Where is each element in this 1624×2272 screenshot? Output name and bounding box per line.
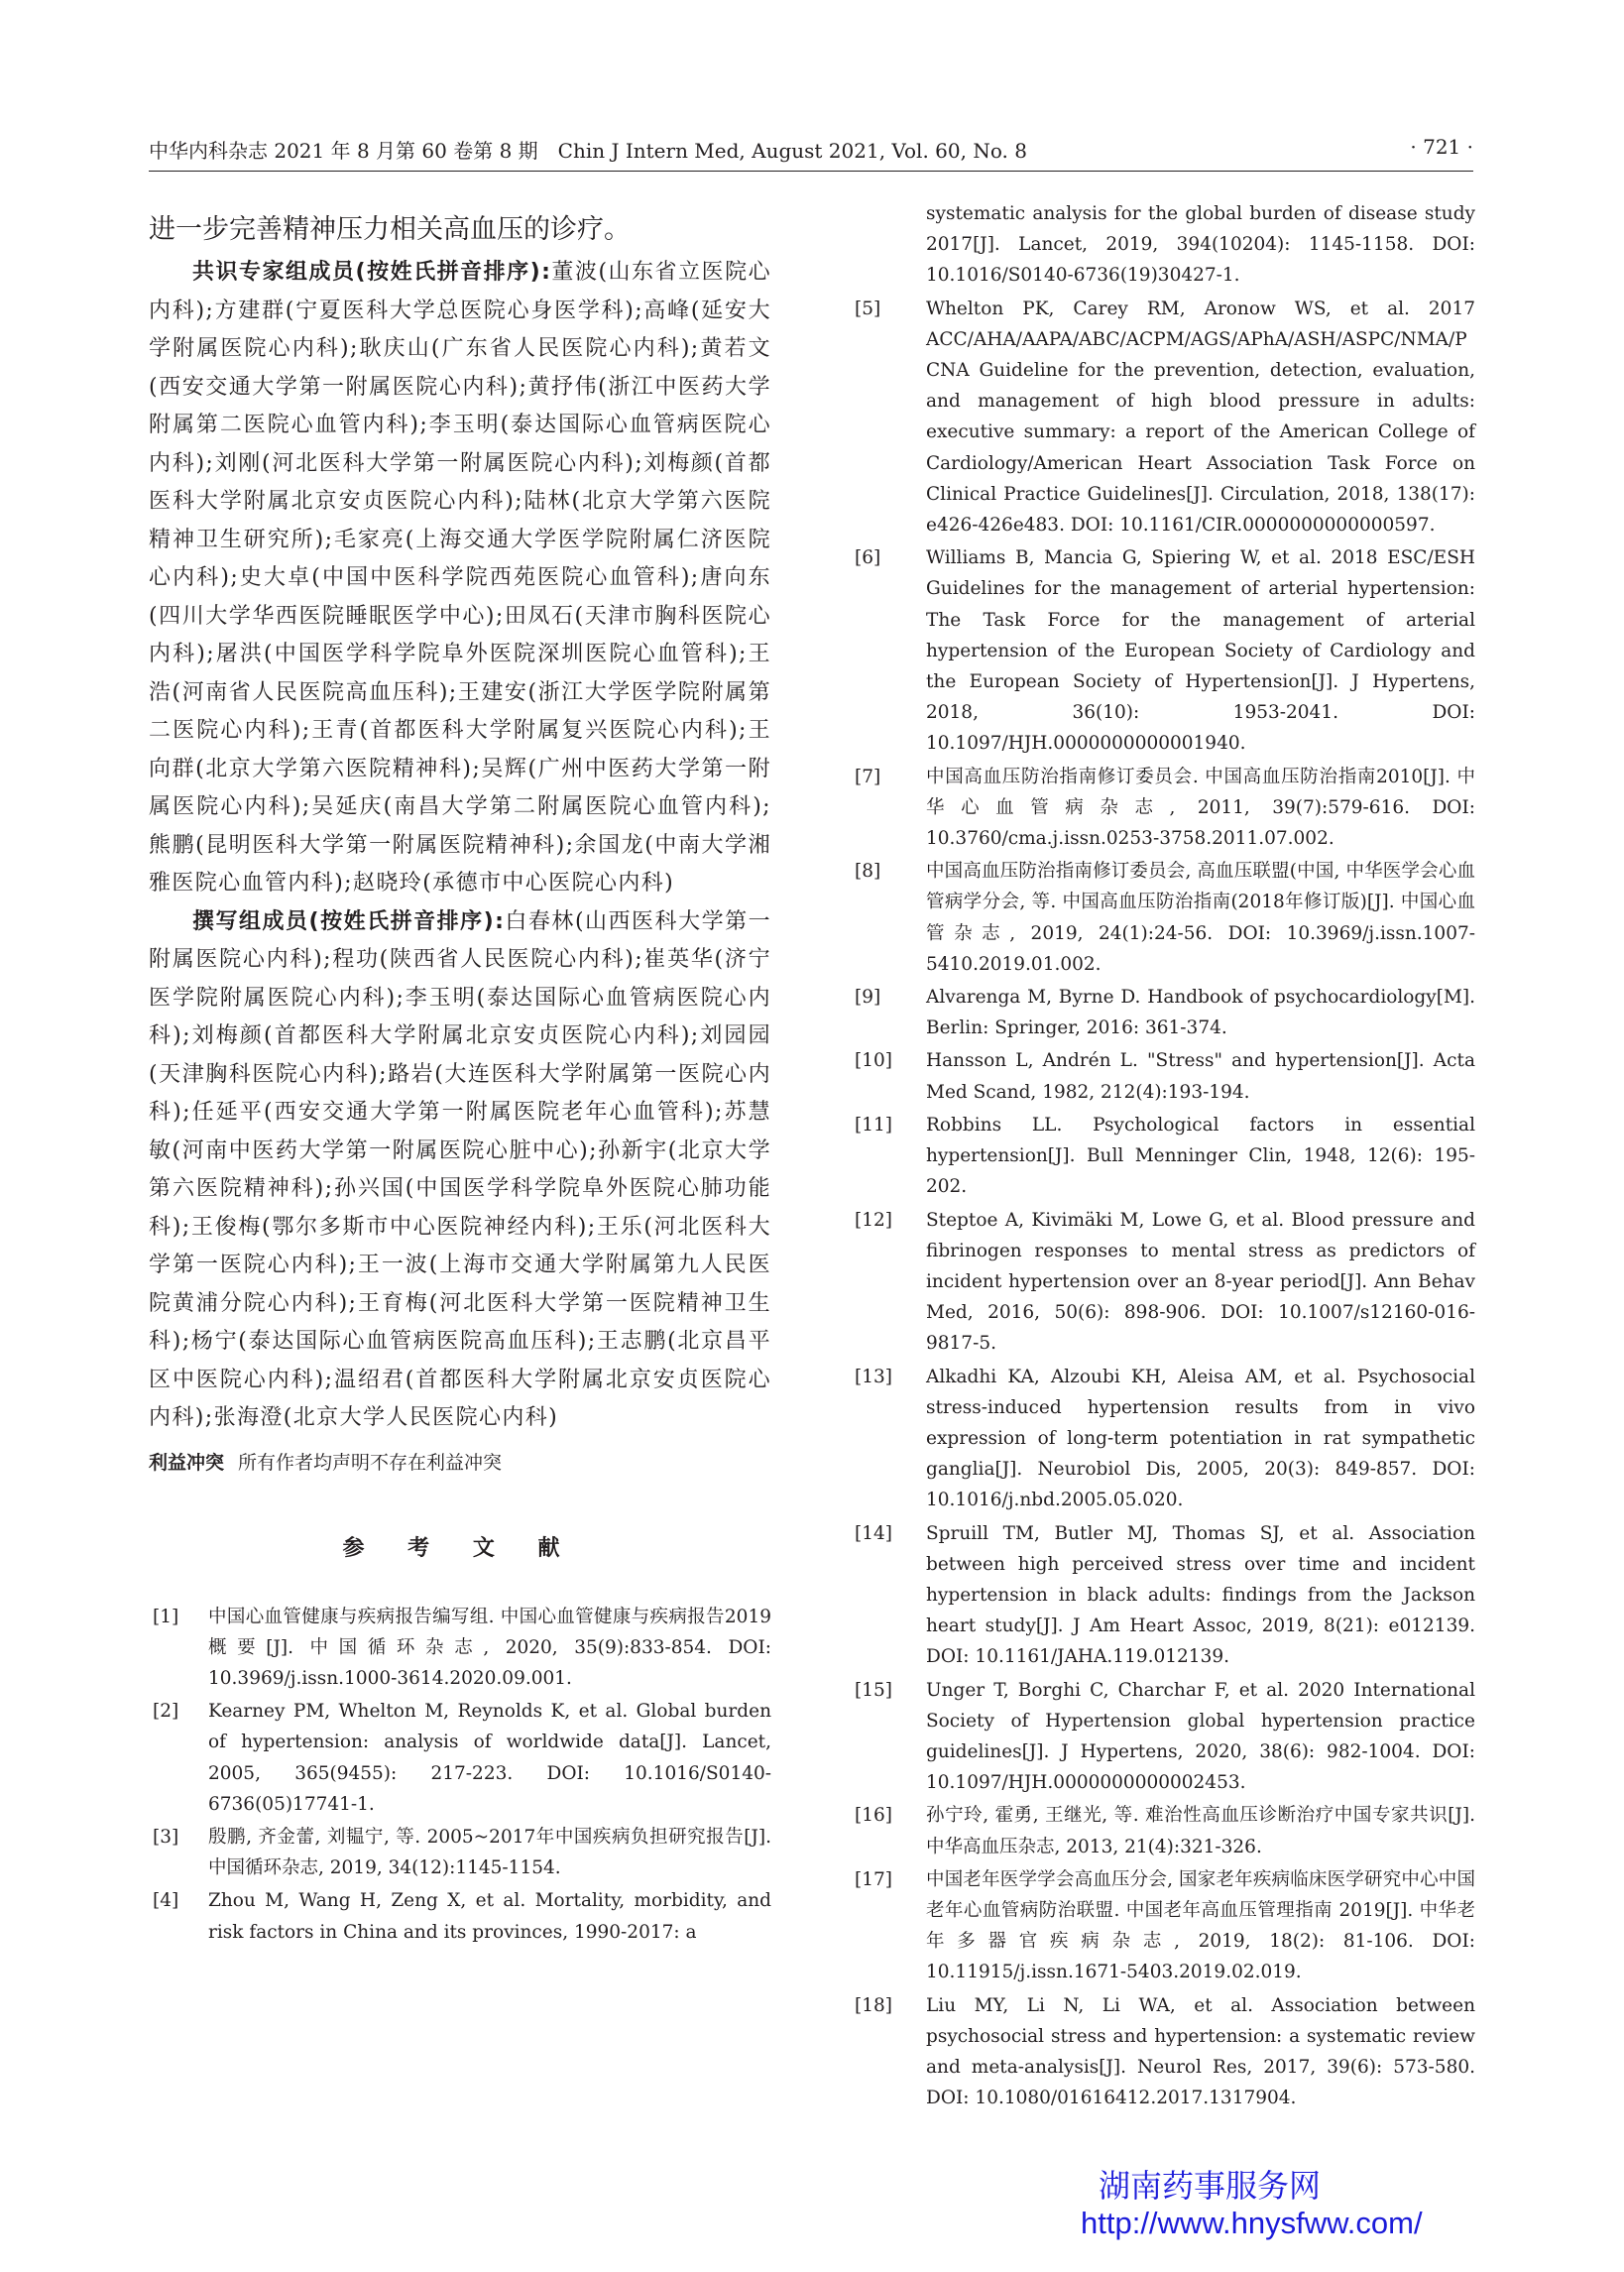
reference-number: [2] [153, 1701, 179, 1723]
reference-number: [8] [855, 861, 881, 883]
right-column [855, 198, 1475, 2115]
reference-list-right [855, 198, 1475, 2113]
reference-number: [15] [855, 1679, 892, 1701]
left-column [149, 198, 771, 1950]
reference-text: 殷鹏, 齐金蕾, 刘韫宁, 等. 2005~2017年中国疾病负担研究报告[J]. 中国循环杂志, 2019, 34(12):1145-1154. [208, 1826, 771, 1879]
reference-item [855, 1205, 1475, 1360]
reference-item [855, 856, 1475, 980]
conflict-of-interest [149, 1446, 771, 1480]
writing-label: 撰写组成员(按姓氏拼音排序): [192, 908, 506, 934]
reference-text: 中国高血压防治指南修订委员会. 中国高血压防治指南2010[J]. 中华心血管病杂志, 2011, 39(7):579-616. DOI: 10.3760/cma.j.issn.0253-3758.2011.07.002. [926, 766, 1475, 850]
reference-item [855, 1045, 1475, 1107]
reference-number: [4] [153, 1890, 179, 1912]
journal-citation: 中华内科杂志 2021 年 8 月第 60 卷第 8 期 Chin J Intern Med, August 2021, Vol. 60, No. 8 [149, 139, 1027, 163]
reference-item [855, 198, 1475, 292]
coi-label: 利益冲突 [149, 1451, 225, 1474]
header-rule [149, 171, 1473, 172]
writing-members: 白春林(山西医科大学第一附属医院心内科);程功(陕西省人民医院心内科);崔英华(济宁医学院附属医院心内科);李玉明(泰达国际心血管病医院心内科);刘梅颜(首都医科大学附属北京安贞医院心内科);刘园园(天津胸科医院心内科);路岩(大连医科大学附属第一医院心内科);任延平(西安交通大学第一附属医院老年心血管科);苏慧敏(河南中医药大学第一附属医院心脏中心);孙新宇(北京大学第六医院精神科);孙兴国(中国医学科学院阜外医院心肺功能科);王俊梅(鄂尔多斯市中心医院神经内科);王乐(河北医科大学第一医院心内科);王一波(上海市交通大学附属第九人民医院黄浦分院心内科);王育梅(河北医科大学第一医院精神卫生科);杨宁(泰达国际心血管病医院高血压科);王志鹏(北京昌平区中医院心内科);温绍君(首都医科大学附属北京安贞医院心内科);张海澄(北京大学人民医院心内科) [149, 908, 771, 1430]
reference-item [855, 1110, 1475, 1203]
reference-item [149, 1822, 771, 1883]
consensus-members: 董波(山东省立医院心内科);方建群(宁夏医科大学总医院心身医学科);高峰(延安大学附属医院心内科);耿庆山(广东省人民医院心内科);黄若文(西安交通大学第一附属医院心内科);黄抒伟(浙江中医药大学附属第二医院心血管内科);李玉明(泰达国际心血管病医院心内科);刘刚(河北医科大学第一附属医院心内科);刘梅颜(首都医科大学附属北京安贞医院心内科);陆林(北京大学第六医院精神卫生研究所);毛家亮(上海交通大学医学院附属仁济医院心内科);史大卓(中国中医科学院西苑医院心血管科);唐向东(四川大学华西医院睡眠医学中心);田凤石(天津市胸科医院心内科);屠洪(中国医学科学院阜外医院深圳医院心血管科);王浩(河南省人民医院高血压科);王建安(浙江大学医学院附属第二医院心内科);王青(首都医科大学附属复兴医院心内科);王向群(北京大学第六医院精神科);吴辉(广州中医药大学第一附属医院心内科);吴延庆(南昌大学第二附属医院心血管内科);熊鹏(昆明医科大学第一附属医院精神科);余国龙(中南大学湘雅医院心血管内科);赵晓玲(承德市中心医院心内科) [149, 260, 771, 896]
reference-text: Whelton PK, Carey RM, Aronow WS, et al. 2017 ACC/AHA/AAPA/ABC/ACPM/AGS/APhA/ASH/ASPC/NMA/PCNA Guideline for the prevention, detection, evaluation, and management of high blood pressure in adults: executive summary: a report of the American College of Cardiology/American Heart Association Task Force on Clinical Practice Guidelines[J]. Circulation, 2018, 138(17): e426-426e483. DOI: 10.1161/CIR.0000000000000597. [926, 298, 1475, 537]
watermark-site-name: 湖南药事服务网 [1099, 2168, 1322, 2204]
running-header [149, 135, 1473, 169]
reference-number: [11] [855, 1114, 892, 1136]
coi-text: 所有作者均声明不存在利益冲突 [238, 1451, 503, 1474]
reference-item [855, 294, 1475, 541]
reference-item [149, 1696, 771, 1820]
reference-text: Alvarenga M, Byrne D. Handbook of psychocardiology[M]. Berlin: Springer, 2016: 361-374. [926, 987, 1475, 1039]
reference-item [855, 1800, 1475, 1861]
reference-text: Hansson L, Andrén L. "Stress" and hypertension[J]. Acta Med Scand, 1982, 212(4):193-194. [926, 1050, 1475, 1103]
consensus-label: 共识专家组成员(按姓氏拼音排序): [192, 260, 552, 285]
reference-text: Unger T, Borghi C, Charchar F, et al. 2020 International Society of Hypertension global hypertension practice guidelines[J]. J Hypertens, 2020, 38(6): 982-1004. DOI: 10.1097/HJH.0000000000002453. [926, 1679, 1475, 1794]
reference-number: [14] [855, 1522, 892, 1544]
reference-list-left [149, 1602, 771, 1948]
reference-text: Williams B, Mancia G, Spiering W, et al. 2018 ESC/ESH Guidelines for the management of arterial hypertension: The Task Force for the management of arterial hypertension of the European Society of Cardiology and the European Society of Hypertension[J]. J Hypertens, 2018, 36(10): 1953-2041. DOI: 10.1097/HJH.0000000000001940. [926, 547, 1475, 755]
reference-text: Robbins LL. Psychological factors in essential hypertension[J]. Bull Menninger Clin, 1948, 12(6): 195-202. [926, 1114, 1475, 1198]
reference-text: Kearney PM, Whelton M, Reynolds K, et al. Global burden of hypertension: analysis of worldwide data[J]. Lancet, 2005, 365(9455): 217-223. DOI: 10.1016/S0140-6736(05)17741-1. [208, 1701, 771, 1815]
watermark [1081, 2167, 1477, 2242]
reference-number: [5] [855, 298, 881, 319]
reference-item [855, 1864, 1475, 1988]
reference-text: 中国高血压防治指南修订委员会, 高血压联盟(中国, 中华医学会心血管病学分会, 等. 中国高血压防治指南(2018年修订版)[J]. 中国心血管杂志, 2019, 24(1):24-56. DOI: 10.3969/j.issn.1007-5410.2019.01.002. [926, 861, 1475, 975]
reference-number: [1] [153, 1606, 179, 1627]
reference-number: [17] [855, 1868, 892, 1890]
watermark-url[interactable]: http://www.hnysfww.com/ [1081, 2206, 1423, 2240]
reference-number: [3] [153, 1826, 179, 1848]
reference-text: 中国心血管健康与疾病报告编写组. 中国心血管健康与疾病报告2019概要[J]. 中国循环杂志, 2020, 35(9):833-854. DOI: 10.3969/j.issn.1000-3614.2020.09.001. [208, 1606, 771, 1689]
reference-item [149, 1885, 771, 1947]
reference-text: 中国老年医学学会高血压分会, 国家老年疾病临床医学研究中心中国老年心血管病防治联盟. 中国老年高血压管理指南 2019[J]. 中华老年多器官疾病杂志, 2019, 18(2): 81-106. DOI: 10.11915/j.issn.1671-5403.2019.02.019. [926, 1868, 1475, 1983]
reference-text: Zhou M, Wang H, Zeng X, et al. Mortality, morbidity, and risk factors in China and its provinces, 1990-2017: a [208, 1890, 771, 1943]
reference-number: [9] [855, 987, 881, 1009]
reference-item [855, 1518, 1475, 1673]
reference-number: [16] [855, 1805, 892, 1827]
reference-number: [10] [855, 1050, 892, 1072]
continuation-line: 进一步完善精神压力相关高血压的诊疗。 [149, 214, 631, 245]
reference-text: 孙宁玲, 霍勇, 王继光, 等. 难治性高血压诊断治疗中国专家共识[J]. 中华高血压杂志, 2013, 21(4):321-326. [926, 1805, 1475, 1857]
reference-text: Liu MY, Li N, Li WA, et al. Association between psychosocial stress and hypertension: a systematic review and meta-analysis[J]. Neurol Res, 2017, 39(6): 573-580. DOI: 10.1080/01616412.2017.1317904. [926, 1994, 1475, 2109]
reference-number: [7] [855, 766, 881, 787]
consensus-members-paragraph [149, 254, 771, 903]
reference-number: [6] [855, 547, 881, 569]
reference-item [855, 1675, 1475, 1799]
reference-number: [18] [855, 1994, 892, 2016]
reference-text: systematic analysis for the global burden of disease study 2017[J]. Lancet, 2019, 394(10204): 1145-1158. DOI: 10.1016/S0140-6736(19)30427-1. [926, 203, 1475, 287]
page-number: · 721 · [1410, 135, 1473, 159]
reference-item [855, 982, 1475, 1043]
reference-item [855, 762, 1475, 855]
reference-number: [13] [855, 1366, 892, 1387]
reference-number: [12] [855, 1209, 892, 1231]
reference-item [855, 1990, 1475, 2114]
reference-text: Steptoe A, Kivimäki M, Lowe G, et al. Blood pressure and fibrinogen responses to mental stress as predictors of incident hypertension over an 8-year period[J]. Ann Behav Med, 2016, 50(6): 898-906. DOI: 10.1007/s12160-016-9817-5. [926, 1209, 1475, 1355]
reference-item [855, 1362, 1475, 1516]
writing-members-paragraph [149, 903, 771, 1438]
references-heading: 参 考 文 献 [342, 1535, 578, 1561]
reference-text: Alkadhi KA, Alzoubi KH, Aleisa AM, et al. Psychosocial stress-induced hypertension results from in vivo expression of long-term potentiation in rat sympathetic ganglia[J]. Neurobiol Dis, 2005, 20(3): 849-857. DOI: 10.1016/j.nbd.2005.05.020. [926, 1366, 1475, 1511]
reference-item [149, 1602, 771, 1695]
reference-text: Spruill TM, Butler MJ, Thomas SJ, et al. Association between high perceived stress over time and incident hypertension in black adults: findings from the Jackson heart study[J]. J Am Heart Assoc, 2019, 8(21): e012139. DOI: 10.1161/JAHA.119.012139. [926, 1522, 1475, 1668]
reference-item [855, 542, 1475, 759]
